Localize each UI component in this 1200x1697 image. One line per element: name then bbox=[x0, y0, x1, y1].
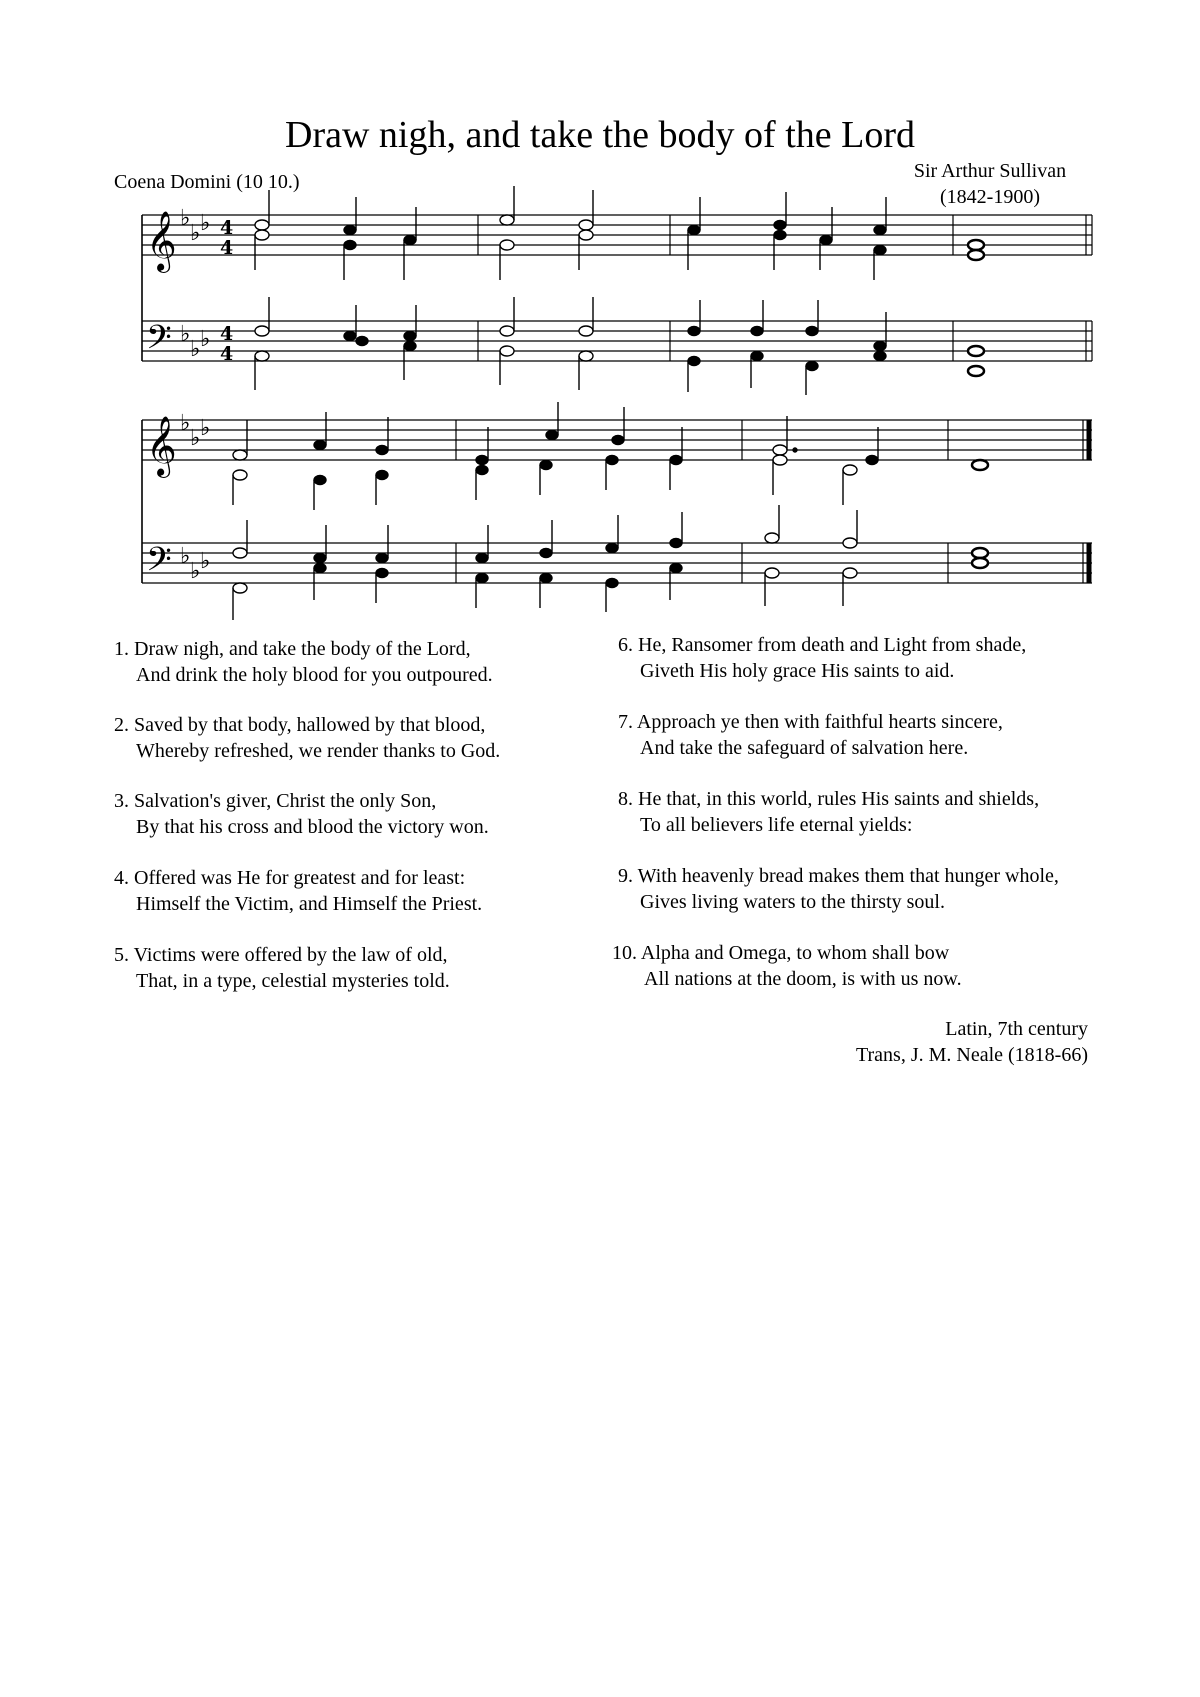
verse-line: Himself the Victim, and Himself the Priest. bbox=[136, 893, 483, 915]
verse-line: 4. Offered was He for greatest and for least: bbox=[114, 867, 466, 889]
composer-name: Sir Arthur Sullivan bbox=[913, 160, 1067, 182]
verse-line: 6. He, Ransomer from death and Light from shade, bbox=[618, 634, 1027, 656]
svg-text:4: 4 bbox=[220, 237, 234, 259]
translator-credit: Trans, J. M. Neale (1818-66) bbox=[855, 1044, 1088, 1066]
verse-line: 3. Salvation's giver, Christ the only Son, bbox=[114, 790, 437, 812]
verse-line: And take the safeguard of salvation here. bbox=[640, 737, 969, 759]
svg-text:♭: ♭ bbox=[200, 211, 211, 236]
key-signature bbox=[180, 206, 210, 584]
verse-line: That, in a type, celestial mysteries told. bbox=[136, 970, 450, 992]
svg-text:♭: ♭ bbox=[180, 544, 191, 569]
verse bbox=[114, 636, 493, 688]
treble-clef-icon: 𝄞 bbox=[146, 416, 177, 476]
svg-text:♭: ♭ bbox=[190, 559, 201, 584]
bass-clef-icon: 𝄢 bbox=[146, 541, 172, 587]
verse-line: All nations at the doom, is with us now. bbox=[644, 968, 962, 990]
svg-text:♭: ♭ bbox=[200, 416, 211, 441]
svg-text:♭: ♭ bbox=[200, 327, 211, 352]
staff-bass-1 bbox=[142, 321, 1092, 361]
text-source-credit: Latin, 7th century bbox=[945, 1018, 1088, 1040]
treble-clef-icon: 𝄞 bbox=[146, 211, 177, 271]
verse bbox=[114, 865, 482, 917]
verse bbox=[618, 632, 1026, 684]
verse-line: To all believers life eternal yields: bbox=[640, 814, 913, 836]
svg-text:4: 4 bbox=[220, 343, 234, 365]
verse bbox=[612, 940, 962, 992]
verse-line: By that his cross and blood the victory won. bbox=[136, 816, 489, 838]
verse-line: Whereby refreshed, we render thanks to God. bbox=[136, 740, 501, 762]
verse bbox=[114, 788, 489, 840]
verse bbox=[618, 709, 1003, 761]
verse bbox=[618, 786, 1039, 838]
time-signature bbox=[220, 217, 233, 365]
verse bbox=[114, 712, 500, 764]
verse-line: 2. Saved by that body, hallowed by that blood, bbox=[114, 714, 486, 736]
verse-line: 1. Draw nigh, and take the body of the Lord, bbox=[114, 638, 471, 660]
verse-line: 5. Victims were offered by the law of old, bbox=[114, 944, 448, 966]
svg-text:4: 4 bbox=[220, 217, 234, 239]
composer-dates: (1842-1900) bbox=[940, 186, 1040, 208]
staff-treble-1 bbox=[142, 215, 1092, 255]
verse-line: 8. He that, in this world, rules His saints and shields, bbox=[618, 788, 1040, 810]
tune-name: Coena Domini (10 10.) bbox=[114, 171, 300, 193]
hymn-title: Draw nigh, and take the body of the Lord bbox=[285, 114, 915, 156]
music-score bbox=[0, 0, 1200, 640]
svg-text:♭: ♭ bbox=[190, 337, 201, 362]
verse-line: Gives living waters to the thirsty soul. bbox=[640, 891, 945, 913]
svg-text:♭: ♭ bbox=[180, 206, 191, 231]
svg-text:4: 4 bbox=[220, 323, 234, 345]
verse-line: 10. Alpha and Omega, to whom shall bow bbox=[612, 942, 950, 964]
verse-line: Giveth His holy grace His saints to aid. bbox=[640, 660, 955, 682]
verse-line: And drink the holy blood for you outpoured. bbox=[136, 664, 493, 686]
verse-line: 9. With heavenly bread makes them that hunger whole, bbox=[618, 865, 1059, 887]
verse bbox=[618, 863, 1059, 915]
svg-text:♭: ♭ bbox=[190, 221, 201, 246]
bass-clef-icon: 𝄢 bbox=[146, 319, 172, 365]
svg-text:♭: ♭ bbox=[180, 411, 191, 436]
verse bbox=[114, 942, 450, 994]
svg-text:♭: ♭ bbox=[200, 549, 211, 574]
svg-text:♭: ♭ bbox=[190, 426, 201, 451]
svg-text:♭: ♭ bbox=[180, 322, 191, 347]
verse-line: 7. Approach ye then with faithful hearts sincere, bbox=[618, 711, 1003, 733]
